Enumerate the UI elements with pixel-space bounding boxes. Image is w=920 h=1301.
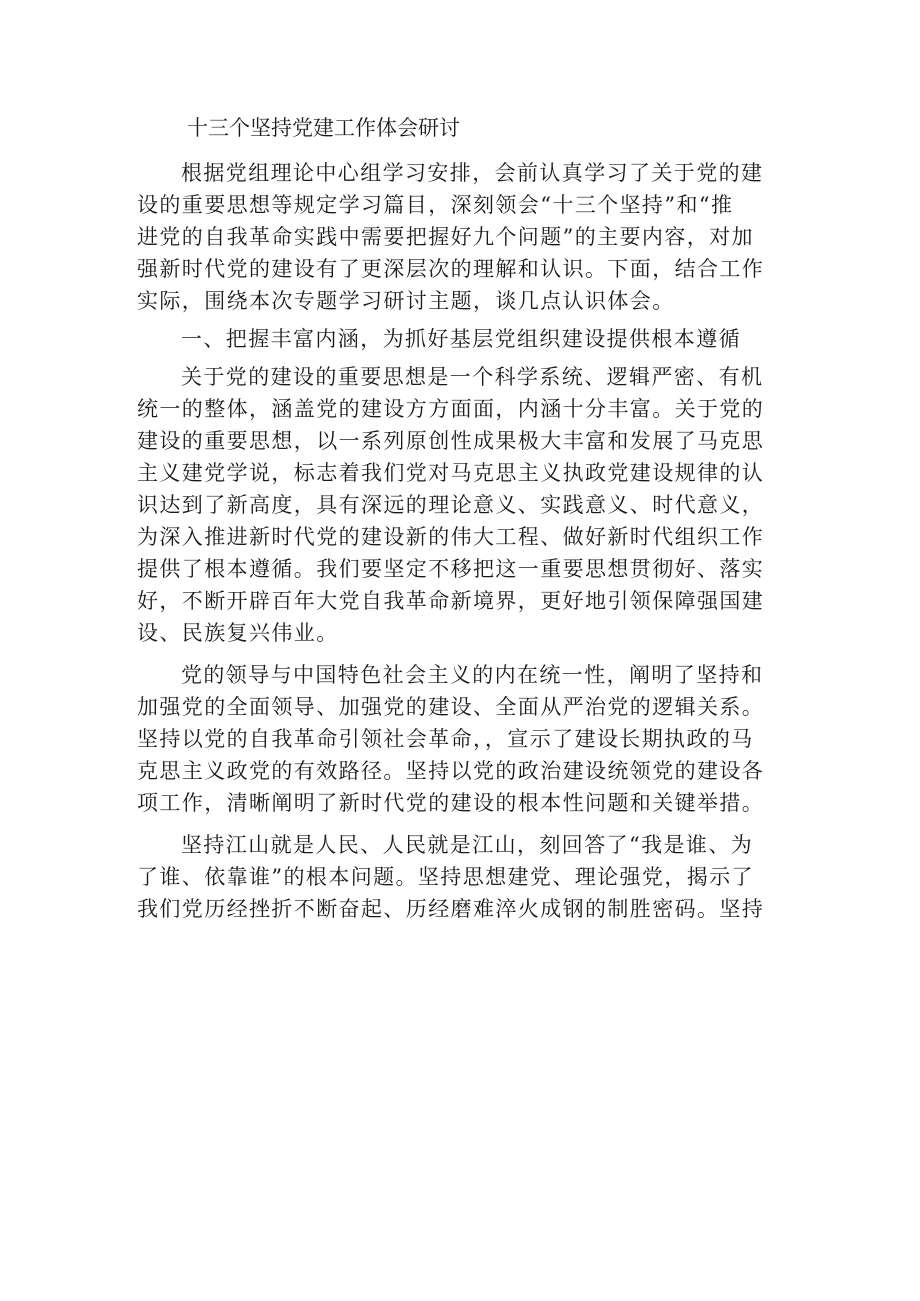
paragraph — [137, 361, 790, 649]
text-line: 建设的重要思想，以一系列原创性成果极大丰富和发展了马克思 — [137, 429, 765, 453]
text-line: 统一的整体，涵盖党的建设方方面面，内涵十分丰富。关于党的 — [137, 397, 765, 421]
text-line: 坚持江山就是人民、人民就是江山，刻回答了“我是谁、为 — [181, 833, 754, 857]
paragraph-spacer — [137, 649, 790, 659]
text-line: 强新时代党的建设有了更深层次的理解和认识。下面，结合工作 — [137, 257, 765, 281]
text-line: 提供了根本遵循。我们要坚定不移把这一重要思想贯彻好、落实 — [137, 557, 765, 581]
text-line: 识达到了新高度，具有深远的理论意义、实践意义、时代意义， — [137, 493, 765, 517]
document-body — [137, 114, 790, 925]
paragraph — [137, 659, 790, 819]
paragraph — [137, 157, 790, 317]
text-line: 关于党的建设的重要思想是一个科学系统、逻辑严密、有机 — [181, 365, 764, 389]
text-line: 一、把握丰富内涵，为抓好基层党组织建设提供根本遵循 — [181, 327, 741, 351]
text-line: 项工作，清晰阐明了新时代党的建设的根本性问题和关键举措。 — [137, 791, 765, 815]
text-line: 主义建党学说，标志着我们党对马克思主义执政党建设规律的认 — [137, 461, 765, 485]
section-heading — [137, 323, 790, 355]
text-line: 党的领导与中国特色社会主义的内在统一性，阐明了坚持和 — [181, 663, 764, 687]
document-title: 十三个坚持党建工作体会研讨 — [187, 116, 460, 140]
paragraph-list — [137, 157, 790, 925]
text-line: 进党的自我革命实践中需要把握好九个问题”的主要内容，对加 — [137, 225, 754, 249]
text-line: 我们党历经挫折不断奋起、历经磨难淬火成钢的制胜密码。坚持 — [137, 897, 765, 921]
text-line: 实际，围绕本次专题学习研讨主题，谈几点认识体会。 — [137, 289, 675, 313]
text-line: 了谁、依靠谁”的根本问题。坚持思想建党、理论强党，揭示了 — [137, 865, 754, 889]
text-line: 好，不断开辟百年大党自我革命新境界，更好地引领保障强国建 — [137, 589, 765, 613]
text-line: 坚持以党的自我革命引领社会革命，，宣示了建设长期执政的马 — [137, 727, 754, 751]
text-line: 设的重要思想等规定学习篇目，深刻领会“十三个坚持”和“推 — [137, 193, 734, 217]
paragraph — [137, 829, 790, 925]
text-line: 加强党的全面领导、加强党的建设、全面从严治党的逻辑关系。 — [137, 695, 765, 719]
text-line: 设、民族复兴伟业。 — [137, 621, 339, 645]
text-line: 为深入推进新时代党的建设新的伟大工程、做好新时代组织工作 — [137, 525, 765, 549]
paragraph-spacer — [137, 819, 790, 829]
text-line: 根据党组理论中心组学习安排，会前认真学习了关于党的建 — [181, 161, 764, 185]
text-line: 克思主义政党的有效路径。坚持以党的政治建设统领党的建设各 — [137, 759, 765, 783]
